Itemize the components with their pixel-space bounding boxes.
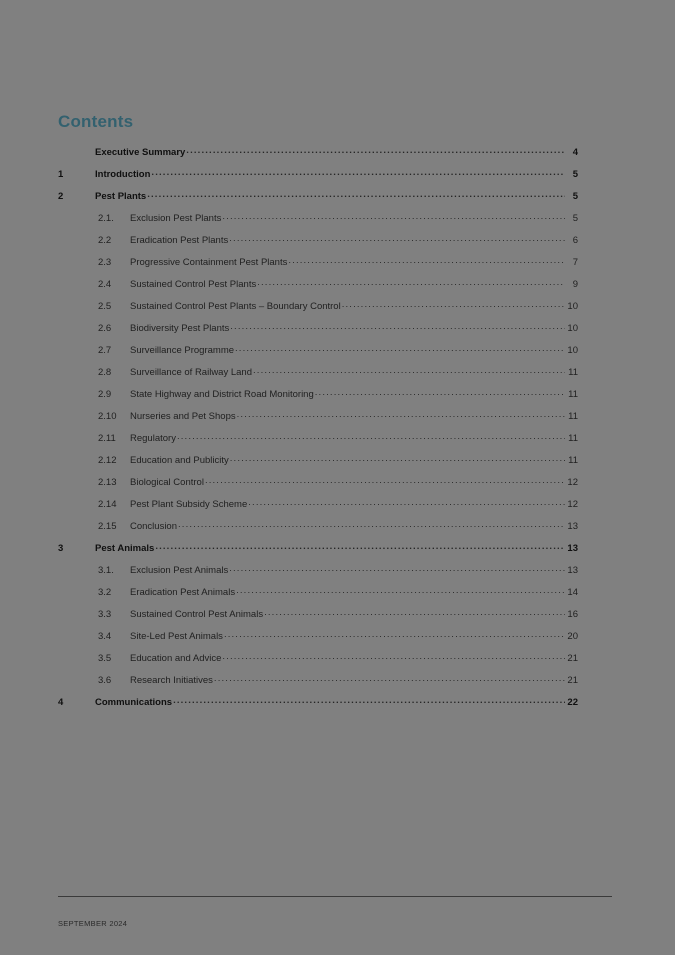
toc-dot-leader: [173, 695, 565, 705]
toc-entry-number: 3.3: [98, 609, 112, 620]
page-title: Contents: [58, 112, 134, 131]
toc-entry-number: 2.14: [98, 499, 117, 510]
toc-dot-leader: [229, 233, 565, 243]
toc-entry-page-number: 16: [567, 609, 578, 620]
toc-dot-leader: [342, 299, 565, 309]
toc-entry-page-number: 4: [572, 147, 578, 158]
toc-entry-title: Conclusion: [130, 521, 177, 532]
toc-entry-title: Pest Plant Subsidy Scheme: [130, 499, 248, 510]
toc-entry-number: 2.12: [98, 455, 117, 466]
toc-entry[interactable]: [58, 695, 578, 717]
toc-dot-leader: [151, 167, 565, 177]
toc-entry[interactable]: [58, 211, 578, 233]
toc-entry-number: 2.8: [98, 367, 112, 378]
toc-entry-number: 2.7: [98, 345, 112, 356]
toc-entry-title: Research Initiatives: [130, 675, 213, 686]
toc-entry-page-number: 9: [572, 279, 578, 290]
toc-entry[interactable]: [58, 387, 578, 409]
toc-entry-number: 3.5: [98, 653, 112, 664]
toc-dot-leader: [147, 189, 565, 199]
toc-entry-page-number: 11: [568, 433, 578, 444]
toc-entry-page-number: 6: [572, 235, 578, 246]
toc-entry-page-number: 13: [567, 565, 578, 576]
toc-dot-leader: [264, 607, 565, 617]
toc-entry-page-number: 22: [567, 697, 578, 708]
toc-entry-title: Sustained Control Pest Animals: [130, 609, 264, 620]
toc-entry[interactable]: [58, 321, 578, 343]
toc-entry-title: State Highway and District Road Monitoring: [130, 389, 314, 400]
toc-dot-leader: [288, 255, 565, 265]
toc-entry-number: 4: [58, 697, 64, 708]
toc-entry-page-number: 21: [567, 653, 578, 664]
toc-entry-page-number: 5: [572, 169, 578, 180]
toc-entry-title: Sustained Control Pest Plants: [130, 279, 257, 290]
toc-entry-title: Pest Animals: [95, 543, 155, 554]
toc-entry-number: 3.4: [98, 631, 112, 642]
table-of-contents: [58, 145, 578, 717]
toc-entry-number: 2.2: [98, 235, 112, 246]
toc-entry-title: Education and Advice: [130, 653, 222, 664]
toc-entry-number: 3.6: [98, 675, 112, 686]
toc-dot-leader: [229, 563, 565, 573]
toc-entry-page-number: 10: [567, 323, 578, 334]
toc-entry[interactable]: [58, 343, 578, 365]
toc-entry-number: 3.2: [98, 587, 112, 598]
toc-entry-title: Executive Summary: [95, 147, 186, 158]
toc-entry-page-number: 10: [567, 301, 578, 312]
toc-dot-leader: [214, 673, 565, 683]
toc-dot-leader: [222, 211, 565, 221]
toc-entry[interactable]: [58, 189, 578, 211]
toc-dot-leader: [224, 629, 565, 639]
toc-entry[interactable]: [58, 673, 578, 695]
toc-dot-leader: [257, 277, 565, 287]
toc-entry-number: 1: [58, 169, 64, 180]
toc-entry-title: Surveillance of Railway Land: [130, 367, 252, 378]
toc-entry[interactable]: [58, 365, 578, 387]
toc-entry-page-number: 10: [567, 345, 578, 356]
toc-entry-page-number: 11: [568, 389, 578, 400]
toc-dot-leader: [237, 409, 565, 419]
toc-entry-title: Progressive Containment Pest Plants: [130, 257, 288, 268]
toc-entry-title: Nurseries and Pet Shops: [130, 411, 236, 422]
toc-entry[interactable]: [58, 475, 578, 497]
toc-entry[interactable]: [58, 431, 578, 453]
toc-entry[interactable]: [58, 409, 578, 431]
toc-entry-page-number: 11: [568, 411, 578, 422]
toc-dot-leader: [236, 585, 565, 595]
toc-entry-number: 2.5: [98, 301, 112, 312]
toc-entry-title: Pest Plants: [95, 191, 147, 202]
toc-entry-title: Sustained Control Pest Plants – Boundary Control: [130, 301, 341, 312]
toc-dot-leader: [230, 453, 565, 463]
toc-entry-title: Eradication Pest Animals: [130, 587, 236, 598]
toc-entry-title: Communications: [95, 697, 173, 708]
toc-entry-page-number: 11: [568, 367, 578, 378]
toc-dot-leader: [155, 541, 565, 551]
toc-dot-leader: [222, 651, 565, 661]
footer-divider: [58, 896, 612, 897]
toc-entry-title: Exclusion Pest Animals: [130, 565, 229, 576]
toc-dot-leader: [253, 365, 565, 375]
toc-dot-leader: [230, 321, 565, 331]
toc-entry-number: 2.15: [98, 521, 117, 532]
toc-entry-page-number: 20: [567, 631, 578, 642]
toc-entry[interactable]: [58, 233, 578, 255]
toc-entry-page-number: 5: [572, 191, 578, 202]
toc-entry-title: Biodiversity Pest Plants: [130, 323, 230, 334]
toc-entry[interactable]: [58, 145, 578, 167]
toc-entry-number: 2.10: [98, 411, 117, 422]
toc-entry[interactable]: [58, 607, 578, 629]
footer-date: SEPTEMBER 2024: [58, 919, 128, 928]
toc-entry[interactable]: [58, 277, 578, 299]
toc-entry-page-number: 5: [572, 213, 578, 224]
toc-entry[interactable]: [58, 563, 578, 585]
toc-entry-page-number: 14: [567, 587, 578, 598]
toc-dot-leader: [248, 497, 565, 507]
toc-entry-number: 2.1.: [98, 213, 114, 224]
toc-dot-leader: [177, 431, 565, 441]
toc-dot-leader: [178, 519, 565, 529]
toc-entry-title: Eradication Pest Plants: [130, 235, 229, 246]
toc-dot-leader: [186, 145, 565, 155]
toc-dot-leader: [315, 387, 565, 397]
toc-entry[interactable]: [58, 519, 578, 541]
toc-entry-number: 2.11: [98, 433, 116, 444]
toc-entry-number: 2: [58, 191, 64, 202]
toc-entry-page-number: 12: [567, 477, 578, 488]
toc-entry[interactable]: [58, 497, 578, 519]
toc-entry-page-number: 12: [567, 499, 578, 510]
toc-entry-page-number: 7: [572, 257, 578, 268]
toc-dot-leader: [205, 475, 565, 485]
toc-entry-title: Site-Led Pest Animals: [130, 631, 223, 642]
toc-entry-title: Exclusion Pest Plants: [130, 213, 222, 224]
toc-entry-number: 2.9: [98, 389, 112, 400]
toc-entry[interactable]: [58, 585, 578, 607]
toc-dot-leader: [235, 343, 565, 353]
toc-entry-number: 2.6: [98, 323, 112, 334]
toc-entry-number: 3.1.: [98, 565, 114, 576]
toc-entry-page-number: 13: [567, 521, 578, 532]
toc-entry-title: Education and Publicity: [130, 455, 229, 466]
toc-entry-title: Introduction: [95, 169, 151, 180]
toc-entry-number: 2.13: [98, 477, 117, 488]
toc-entry[interactable]: [58, 651, 578, 673]
toc-entry[interactable]: [58, 453, 578, 475]
toc-entry[interactable]: [58, 541, 578, 563]
toc-entry-number: 3: [58, 543, 64, 554]
toc-entry-number: 2.4: [98, 279, 112, 290]
toc-entry[interactable]: [58, 299, 578, 321]
toc-entry-title: Biological Control: [130, 477, 204, 488]
toc-entry-title: Regulatory: [130, 433, 176, 444]
toc-entry-page-number: 13: [567, 543, 578, 554]
toc-entry-page-number: 21: [567, 675, 578, 686]
toc-entry[interactable]: [58, 167, 578, 189]
toc-entry-number: 2.3: [98, 257, 112, 268]
toc-entry[interactable]: [58, 629, 578, 651]
toc-entry-page-number: 11: [568, 455, 578, 466]
toc-entry[interactable]: [58, 255, 578, 277]
toc-entry-title: Surveillance Programme: [130, 345, 235, 356]
